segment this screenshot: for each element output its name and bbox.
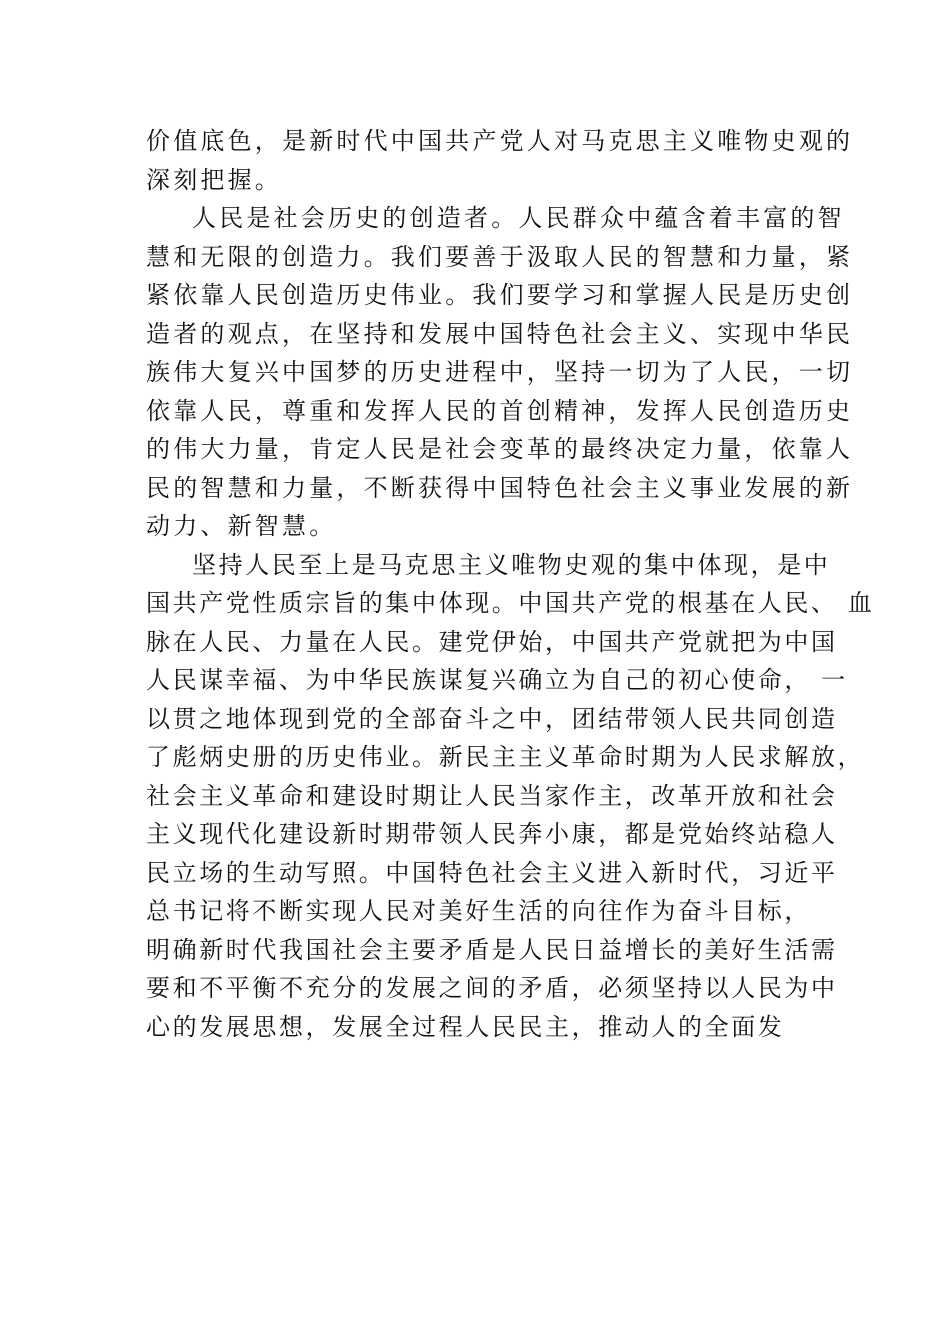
text-line: 主义现代化建设新时期带领人民奔小康，都是党始终站稳人 [146,820,838,848]
text-line: 人民是社会历史的创造者。人民群众中蕴含着丰富的智 [192,204,845,232]
text-line: 总书记将不断实现人民对美好生活的向往作为奋斗目标， [146,897,811,925]
text-line: 明确新时代我国社会主要矛盾是人民日益增长的美好生活需 [146,935,838,964]
text-line: 心的发展思想，发展全过程人民民主，推动人的全面发 [146,1012,785,1041]
body-text [146,122,875,1046]
text-line: 坚持人民至上是马克思主义唯物史观的集中体现，是中 [192,550,831,579]
text-line: 国共产党性质宗旨的集中体现。中国共产党的根基在人民、 血 [146,589,875,617]
text-line: 以贯之地体现到党的全部奋斗之中，团结带领人民共同创造 [146,704,838,733]
text-line: 了彪炳史册的历史伟业。新民主主义革命时期为人民求解放， [146,743,865,771]
text-line: 依靠人民，尊重和发挥人民的首创精神，发挥人民创造历史 [146,396,854,425]
text-line: 动力、新智慧。 [146,512,337,540]
paragraph [146,122,854,199]
text-line: 社会主义革命和建设时期让人民当家作主，改革开放和社会 [146,781,838,810]
text-line: 族伟大复兴中国梦的历史进程中，坚持一切为了人民，一切 [146,358,854,386]
text-line: 深刻把握。 [146,165,282,194]
text-line: 造者的观点，在坚持和发展中国特色社会主义、实现中华民 [146,319,854,348]
paragraph [146,199,854,546]
paragraph [146,546,875,1047]
text-line: 要和不平衡不充分的发展之间的矛盾，必须坚持以人民为中 [146,974,838,1002]
text-line: 人民谋幸福、为中华民族谋复兴确立为自己的初心使命， 一 [146,666,848,694]
text-line: 民立场的生动写照。中国特色社会主义进入新时代，习近平 [146,858,838,887]
text-line: 民的智慧和力量，不断获得中国特色社会主义事业发展的新 [146,473,854,502]
text-line: 慧和无限的创造力。我们要善于汲取人民的智慧和力量，紧 [146,242,854,271]
text-line: 价值底色，是新时代中国共产党人对马克思主义唯物史观的 [146,127,854,155]
text-line: 的伟大力量，肯定人民是社会变革的最终决定力量，依靠人 [146,435,854,463]
text-line: 脉在人民、力量在人民。建党伊始，中国共产党就把为中国 [146,627,838,656]
text-line: 紧依靠人民创造历史伟业。我们要学习和掌握人民是历史创 [146,281,854,309]
